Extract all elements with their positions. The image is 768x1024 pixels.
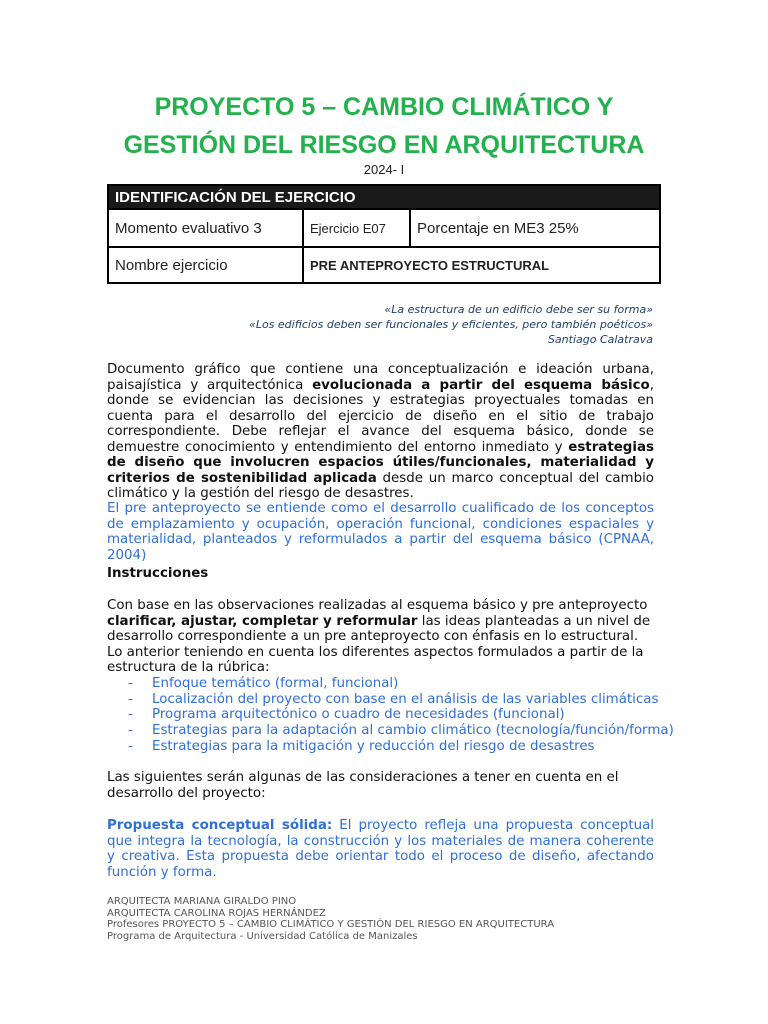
- footer: [107, 896, 554, 942]
- footer-line: Profesores PROYECTO 5 – CAMBIO CLIMÁTICO Y GESTIÓN DEL RIESGO EN ARQUITECTURA: [107, 919, 555, 930]
- bold-text: Propuesta conceptual sólida:: [107, 818, 333, 833]
- title-line-2: GESTIÓN DEL RIESGO EN ARQUITECTURA: [123, 131, 645, 159]
- bold-text: clarificar, ajustar, completar y reformular: [107, 613, 418, 629]
- nombre-label-cell: Nombre ejercicio: [108, 247, 303, 283]
- table-header: IDENTIFICACIÓN DEL EJERCICIO: [108, 185, 660, 209]
- title-line-1: PROYECTO 5 – CAMBIO CLIMÁTICO Y: [154, 93, 614, 121]
- identification-table: [107, 184, 661, 284]
- list-item: - Programa arquitectónico o cuadro de necesidades (funcional): [128, 707, 674, 723]
- porcentaje-cell: Porcentaje en ME3 25%: [410, 209, 660, 247]
- rubric-list: [128, 676, 674, 755]
- nombre-value-cell: PRE ANTEPROYECTO ESTRUCTURAL: [303, 247, 660, 283]
- text: desde un marco conceptual del cambio climático y la gestión del riesgo de desastres.: [107, 470, 654, 501]
- quote-author: Santiago Calatrava: [547, 333, 653, 346]
- description-paragraph: [107, 362, 654, 502]
- proposal-paragraph: [107, 818, 654, 880]
- document-title: [0, 88, 768, 164]
- ejercicio-cell: Ejercicio E07: [303, 209, 410, 247]
- quote-2: «Los edificios deben ser funcionales y eficientes, pero también poéticos»: [249, 318, 653, 331]
- definition-paragraph: El pre anteproyecto se entiende como el desarrollo cualificado de los conceptos de emplazamiento y ocupación, operación funcional, condiciones espaciales y materialidad, planteados y reformulados a partir del esquema básico (CPNAA, 2004): [107, 501, 654, 563]
- quote-1: «La estructura de un edificio debe ser su forma»: [384, 303, 653, 316]
- momento-cell: Momento evaluativo 3: [108, 209, 303, 247]
- list-item: - Enfoque temático (formal, funcional): [128, 676, 674, 692]
- instructions-paragraph: [107, 598, 654, 676]
- semester: 2024- I: [363, 162, 405, 177]
- text: El proyecto refleja una propuesta conceptual que integra la tecnología, la construcción y los materiales de manera coherente y creativa. Esta propuesta debe orientar todo el proceso de diseño, afectando función y forma.: [107, 818, 654, 880]
- instructions-heading: Instrucciones: [107, 566, 209, 581]
- list-item: - Localización del proyecto con base en el análisis de las variables climáticas: [128, 692, 674, 708]
- text: Documento gráfico que contiene una conceptualización e ideación urbana, paisajística y arquitectónica: [107, 362, 654, 393]
- considerations-paragraph: Las siguientes serán algunas de las consideraciones a tener en cuenta en el desarrollo del proyecto:: [107, 770, 619, 801]
- footer-line: ARQUITECTA MARIANA GIRALDO PINO: [107, 896, 297, 907]
- footer-line: Programa de Arquitectura - Universidad Católica de Manizales: [107, 930, 418, 942]
- text: las ideas planteadas a un nivel de desarrollo correspondiente a un pre anteproyecto con énfasis en lo estructural. Lo anterior teniendo en cuenta los diferentes aspectos formulados a partir de la estructura de la rúbrica:: [107, 613, 651, 675]
- bold-text: evolucionada a partir del esquema básico: [312, 377, 650, 393]
- text: Con base en las observaciones realizadas al esquema básico y pre anteproyecto: [107, 598, 648, 613]
- list-item: - Estrategias para la mitigación y reducción del riesgo de desastres: [128, 739, 674, 755]
- epigraph: [93, 302, 653, 347]
- footer-line: ARQUITECTA CAROLINA ROJAS HERNÁNDEZ: [107, 907, 326, 919]
- bold-text: estrategias de diseño que involucren espacios útiles/funcionales, materialidad y criterios de sostenibilidad aplicada: [107, 439, 654, 486]
- list-item: - Estrategias para la adaptación al cambio climático (tecnología/función/forma): [128, 723, 674, 739]
- text: , donde se evidencian las decisiones y estrategias proyectuales tomadas en cuenta para el desarrollo del ejercicio de diseño en el sitio de trabajo correspondiente. Debe reflejar el avance del esquema básico, donde se demuestre conocimiento y entendimiento del entorno inmediato y: [107, 377, 654, 455]
